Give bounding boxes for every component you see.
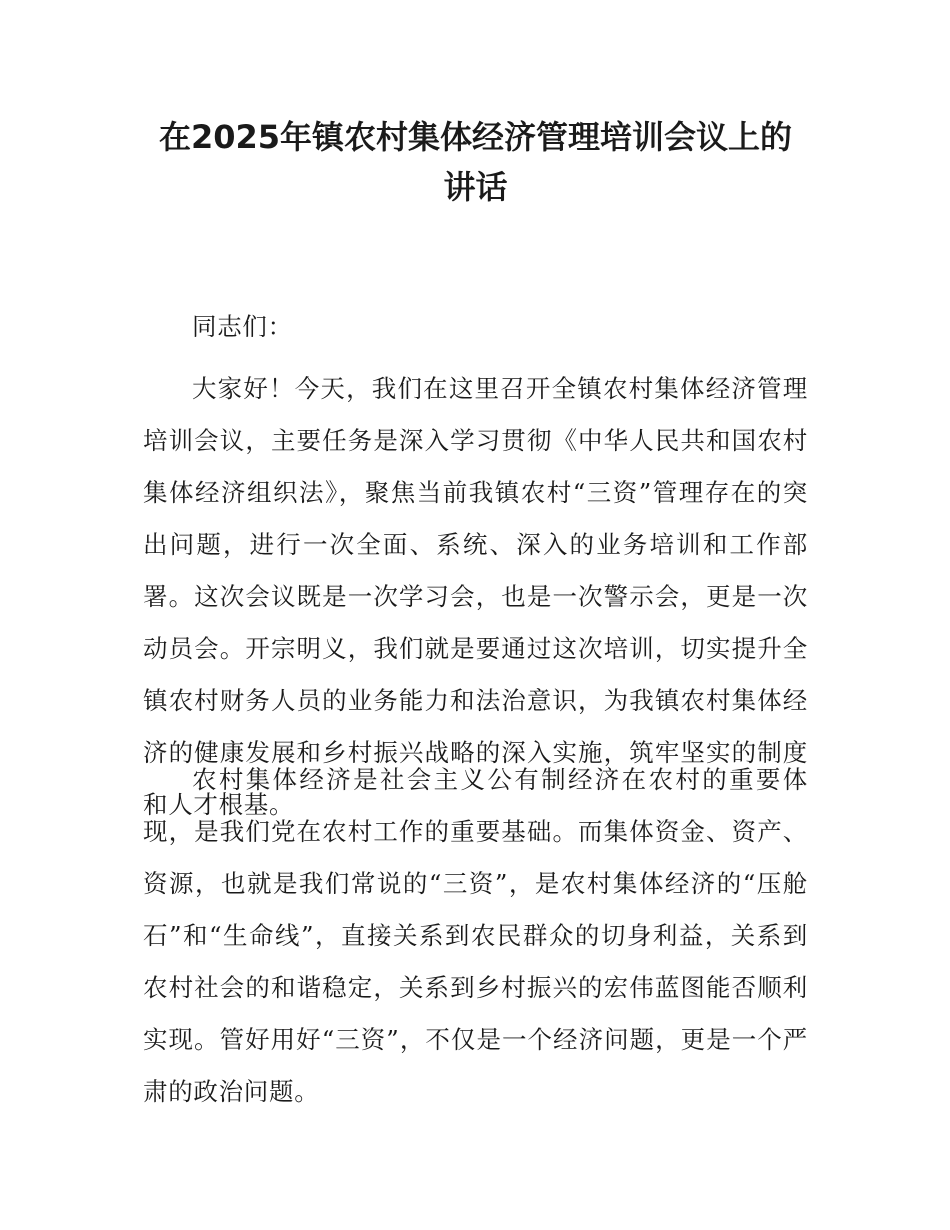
title-line-2: 讲话	[443, 168, 508, 206]
title-line-1: 在2025年镇农村集体经济管理培训会议上的	[158, 118, 793, 156]
document-title	[143, 112, 808, 212]
salutation: 同志们：	[192, 312, 293, 341]
paragraph-1: 大家好！今天，我们在这里召开全镇农村集体经济管理培训会议，主要任务是深入学习贯彻《中华人民共和国农村集体经济组织法》，聚焦当前我镇农村“三资”管理存在的突出问题，进行一次全面、系统、深入的业务培训和工作部署。这次会议既是一次学习会，也是一次警示会，更是一次动员会。开宗明义，我们就是要通过这次培训，切实提升全镇农村财务人员的业务能力和法治意识，为我镇农村集体经济的健康发展和乡村振兴战略的深入实施，筑牢坚实的制度和人才根基。	[143, 374, 808, 819]
paragraph-2: 农村集体经济是社会主义公有制经济在农村的重要体现，是我们党在农村工作的重要基础。而集体资金、资产、资源，也就是我们常说的“三资”，是农村集体经济的“压舱石”和“生命线”，直接关系到农民群众的切身利益，关系到农村社会的和谐稳定，关系到乡村振兴的宏伟蓝图能否顺利实现。管好用好“三资”，不仅是一个经济问题，更是一个严肃的政治问题。	[143, 765, 808, 1106]
